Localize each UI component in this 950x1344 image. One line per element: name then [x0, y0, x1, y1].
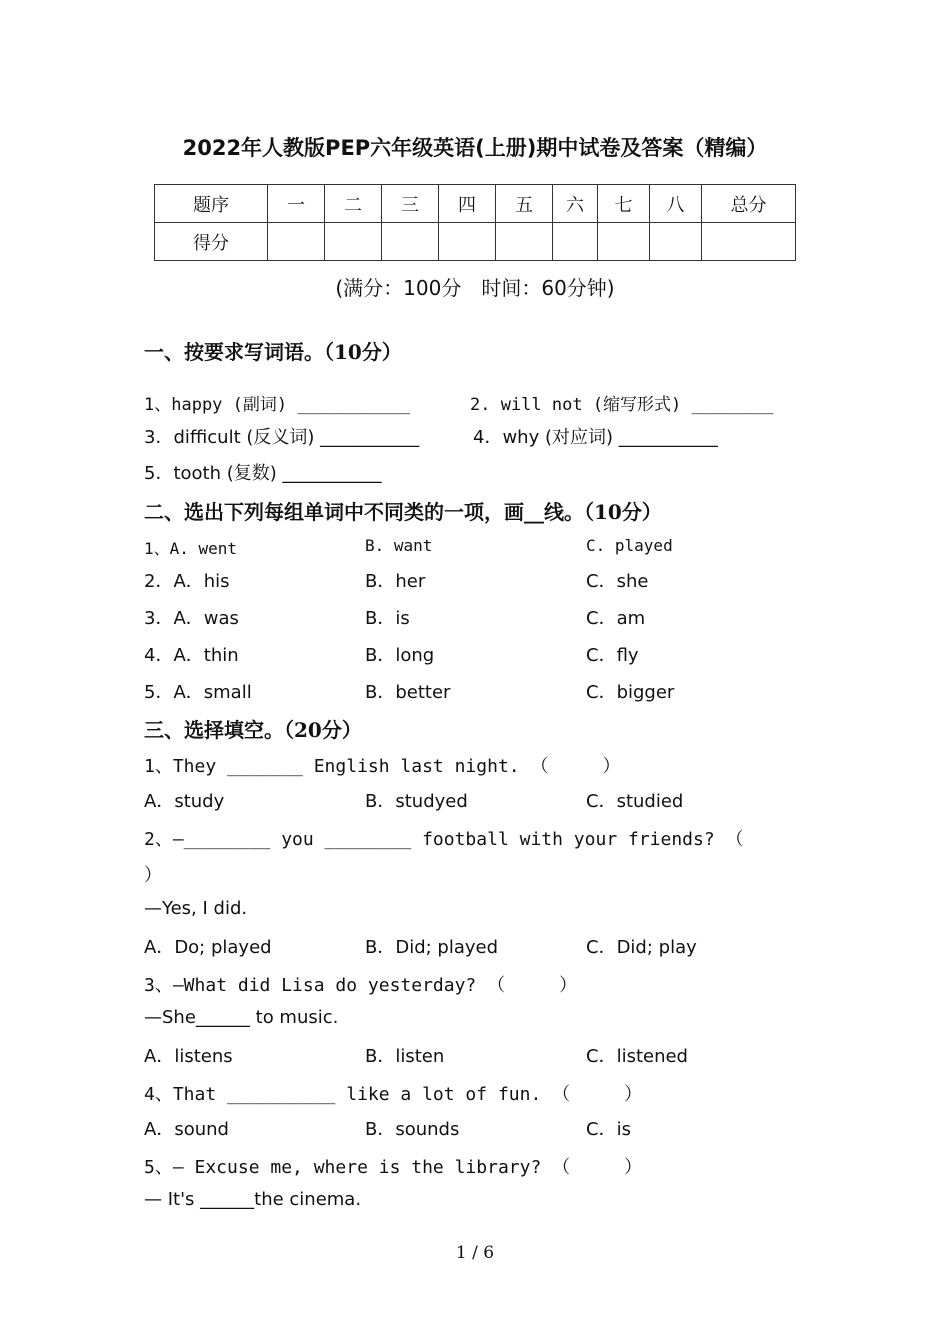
table-cell: 得分: [155, 223, 268, 261]
page-number: 1 / 6: [455, 1243, 495, 1263]
table-cell: 七: [598, 185, 650, 223]
question-text: 3、—What did Lisa do yesterday? （ ）: [144, 975, 578, 996]
question-text: 2、—________ you ________ football with your friends? （: [144, 829, 744, 850]
option-text: C．she: [586, 571, 649, 592]
table-cell: 八: [650, 185, 702, 223]
question-text: 4．why (对应词) ___________: [473, 427, 718, 448]
question-text: 1、happy (副词) ___________: [144, 395, 410, 415]
score-input-cell[interactable]: [439, 223, 496, 261]
option-text: C．is: [586, 1119, 631, 1140]
option-text: C．Did; play: [586, 937, 697, 958]
option-text: B．sounds: [365, 1119, 460, 1140]
option-text: B．Did; played: [365, 937, 499, 958]
score-input-cell[interactable]: [325, 223, 382, 261]
option-text: A．sound: [144, 1119, 229, 1140]
table-cell: 六: [553, 185, 598, 223]
option-text: B．her: [365, 571, 426, 592]
question-text: ）: [144, 865, 162, 886]
question-text: 1、They _______ English last night. （ ）: [144, 756, 621, 777]
score-input-cell[interactable]: [702, 223, 796, 261]
question-text: 5．tooth (复数) ___________: [144, 463, 382, 484]
option-text: C．studied: [586, 791, 684, 812]
question-text: 3．difficult (反义词) ___________: [144, 427, 420, 448]
table-cell: 总分: [702, 185, 796, 223]
option-text: C. played: [586, 536, 673, 555]
question-text: 5、— Excuse me, where is the library? （ ）: [144, 1157, 643, 1178]
option-text: B．listen: [365, 1046, 445, 1067]
section-heading: 三、选择填空。（20分）: [144, 718, 362, 742]
table-cell: 四: [439, 185, 496, 223]
option-text: 5．A．small: [144, 682, 252, 703]
option-text: 3．A．was: [144, 608, 239, 629]
score-input-cell[interactable]: [598, 223, 650, 261]
page-title: 2022年人教版PEP六年级英语(上册)期中试卷及答案（精编）: [182, 136, 768, 160]
option-text: A．study: [144, 791, 225, 812]
score-input-cell[interactable]: [650, 223, 702, 261]
option-text: 4．A．thin: [144, 645, 239, 666]
score-table-header-row: [155, 185, 796, 223]
option-text: 1、A. went: [144, 539, 238, 558]
option-text: C．bigger: [586, 682, 675, 703]
table-cell: 三: [382, 185, 439, 223]
score-table: [154, 184, 796, 261]
table-cell: 五: [496, 185, 553, 223]
option-text: A．listens: [144, 1046, 233, 1067]
section-heading: 一、按要求写词语。（10分）: [144, 340, 402, 364]
table-cell: 一: [268, 185, 325, 223]
option-text: B．studyed: [365, 791, 468, 812]
option-text: B. want: [365, 536, 433, 555]
option-text: B．better: [365, 682, 451, 703]
option-text: C．fly: [586, 645, 639, 666]
option-text: B．is: [365, 608, 410, 629]
table-cell: 二: [325, 185, 382, 223]
table-cell: 题序: [155, 185, 268, 223]
answer-text: — It's ______the cinema.: [144, 1189, 362, 1210]
score-input-cell[interactable]: [496, 223, 553, 261]
option-text: C．listened: [586, 1046, 688, 1067]
score-input-cell[interactable]: [382, 223, 439, 261]
question-text: 4、That __________ like a lot of fun. （ ）: [144, 1084, 643, 1105]
section-heading: 二、选出下列每组单词中不同类的一项，画__线。（10分）: [144, 500, 662, 524]
score-table-score-row: [155, 223, 796, 261]
option-text: 2．A．his: [144, 571, 230, 592]
exam-info: (满分：100分 时间：60分钟): [335, 276, 615, 300]
score-input-cell[interactable]: [268, 223, 325, 261]
option-text: B．long: [365, 645, 435, 666]
answer-text: —She______ to music.: [144, 1007, 339, 1028]
option-text: A．Do; played: [144, 937, 272, 958]
score-input-cell[interactable]: [553, 223, 598, 261]
option-text: C．am: [586, 608, 646, 629]
question-text: 2. will not (缩写形式) ________: [470, 395, 774, 415]
answer-text: —Yes, I did.: [144, 898, 248, 919]
